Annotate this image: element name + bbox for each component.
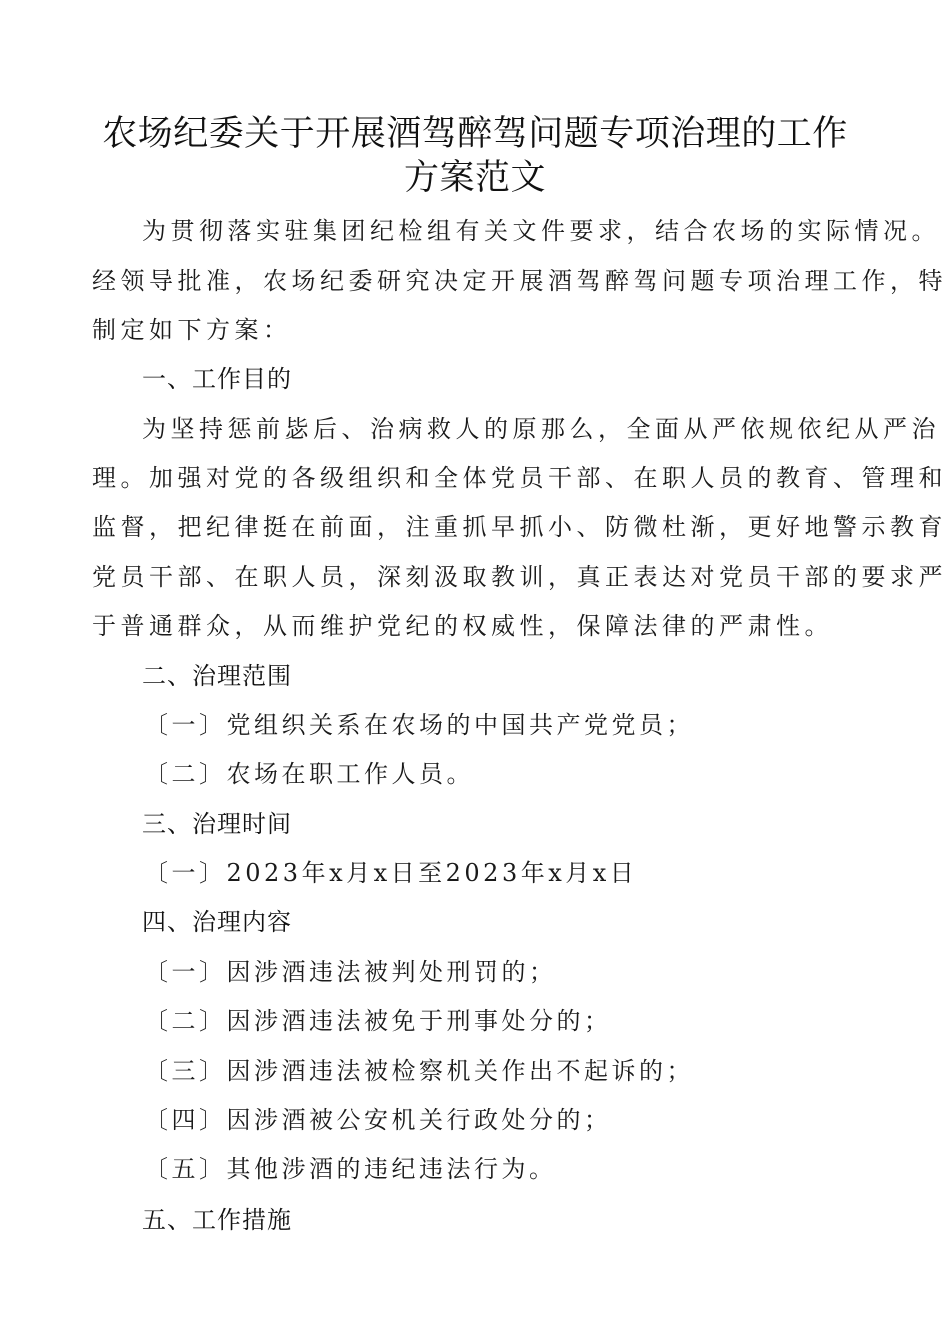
- section-heading-measures: 五、工作措施: [142, 1206, 292, 1234]
- document-title-line-2: 方案范文: [403, 158, 546, 198]
- scope-list-item: 〔二〕农场在职工作人员。: [144, 760, 474, 788]
- purpose-paragraph-line: 理。加强对党的各级组织和全体党员干部、在职人员的教育、管理和: [92, 464, 947, 492]
- content-list-item: 〔四〕因涉酒被公安机关行政处分的；: [144, 1106, 612, 1134]
- intro-paragraph-line: 制定如下方案：: [92, 316, 292, 344]
- section-heading-scope: 二、治理范围: [142, 662, 292, 690]
- content-list-item: 〔三〕因涉酒违法被检察机关作出不起诉的；: [144, 1057, 694, 1085]
- document-title-line-1: 农场纪委关于开展酒驾醉驾问题专项治理的工作: [102, 114, 848, 154]
- section-heading-purpose: 一、工作目的: [142, 365, 292, 393]
- content-list-item: 〔五〕其他涉酒的违纪违法行为。: [144, 1155, 557, 1183]
- intro-paragraph-line: 经领导批准，农场纪委研究决定开展酒驾醉驾问题专项治理工作，特: [92, 267, 947, 295]
- purpose-paragraph-line: 监督，把纪律挺在前面，注重抓早抓小、防微杜渐，更好地警示教育: [92, 513, 947, 541]
- time-list-item: 〔一〕2023年x月x日至2023年x月x日: [144, 859, 638, 887]
- purpose-paragraph-line: 党员干部、在职人员，深刻汲取教训，真正表达对党员干部的要求严: [92, 563, 947, 591]
- purpose-paragraph-line: 为坚持惩前毖后、治病救人的原那么，全面从严依规依纪从严治: [142, 415, 940, 443]
- scope-list-item: 〔一〕党组织关系在农场的中国共产党党员；: [144, 711, 694, 739]
- section-heading-time: 三、治理时间: [142, 810, 292, 838]
- intro-paragraph-line: 为贯彻落实驻集团纪检组有关文件要求，结合农场的实际情况。: [142, 217, 940, 245]
- purpose-paragraph-line: 于普通群众，从而维护党纪的权威性，保障法律的严肃性。: [92, 612, 833, 640]
- content-list-item: 〔二〕因涉酒违法被免于刑事处分的；: [144, 1007, 612, 1035]
- section-heading-content: 四、治理内容: [142, 908, 292, 936]
- content-list-item: 〔一〕因涉酒违法被判处刑罚的；: [144, 958, 557, 986]
